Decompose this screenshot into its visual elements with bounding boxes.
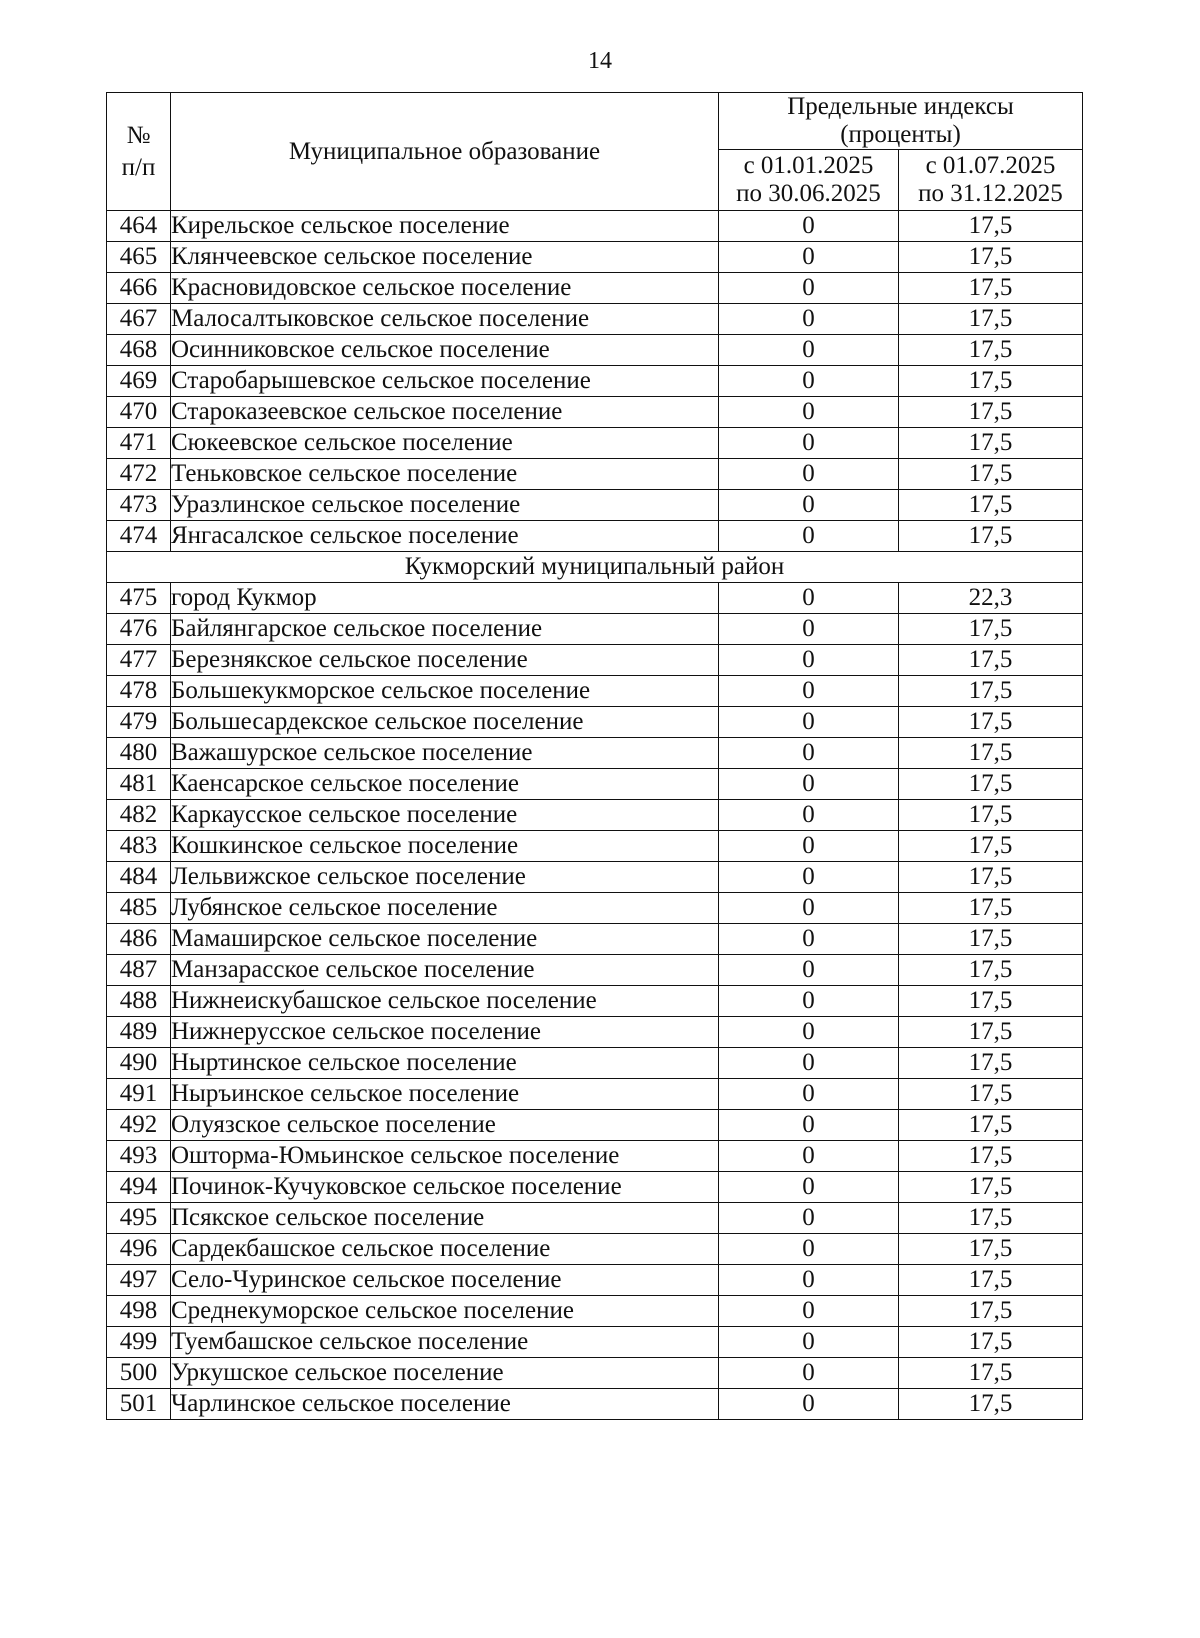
row-index-period-2: 17,5 xyxy=(899,428,1083,459)
row-municipality: Кирельское сельское поселение xyxy=(171,211,719,242)
row-municipality: Олуязское сельское поселение xyxy=(171,1110,719,1141)
table-row xyxy=(107,273,1083,304)
row-number: 491 xyxy=(107,1079,171,1110)
row-number: 501 xyxy=(107,1389,171,1420)
row-index-period-1: 0 xyxy=(719,273,899,304)
row-index-period-1: 0 xyxy=(719,614,899,645)
row-index-period-2: 17,5 xyxy=(899,1265,1083,1296)
row-number: 487 xyxy=(107,955,171,986)
row-index-period-1: 0 xyxy=(719,1017,899,1048)
row-number: 464 xyxy=(107,211,171,242)
row-number: 475 xyxy=(107,583,171,614)
row-index-period-2: 22,3 xyxy=(899,583,1083,614)
row-index-period-2: 17,5 xyxy=(899,800,1083,831)
table-row xyxy=(107,490,1083,521)
row-index-period-1: 0 xyxy=(719,1110,899,1141)
row-municipality: Каркаусское сельское поселение xyxy=(171,800,719,831)
table-row xyxy=(107,738,1083,769)
header-period-2-line2: по 31.12.2025 xyxy=(918,180,1063,207)
header-number xyxy=(107,93,171,211)
header-municipality: Муниципальное образование xyxy=(171,93,719,211)
header-period-1-line2: по 30.06.2025 xyxy=(736,180,881,207)
section-title: Кукморский муниципальный район xyxy=(107,552,1083,583)
row-number: 496 xyxy=(107,1234,171,1265)
row-index-period-1: 0 xyxy=(719,1048,899,1079)
row-index-period-2: 17,5 xyxy=(899,304,1083,335)
row-index-period-2: 17,5 xyxy=(899,1327,1083,1358)
row-index-period-1: 0 xyxy=(719,490,899,521)
row-index-period-1: 0 xyxy=(719,304,899,335)
row-municipality: Янгасалское сельское поселение xyxy=(171,521,719,552)
row-index-period-2: 17,5 xyxy=(899,273,1083,304)
table-body-part-1 xyxy=(107,211,1083,552)
row-index-period-1: 0 xyxy=(719,955,899,986)
header-indices-group xyxy=(719,93,1083,150)
row-number: 480 xyxy=(107,738,171,769)
row-municipality: Староказеевское сельское поселение xyxy=(171,397,719,428)
row-index-period-1: 0 xyxy=(719,1141,899,1172)
row-index-period-2: 17,5 xyxy=(899,769,1083,800)
table-row xyxy=(107,211,1083,242)
indices-table xyxy=(106,92,1083,1420)
row-number: 493 xyxy=(107,1141,171,1172)
header-number-line1: № xyxy=(126,121,151,149)
row-index-period-1: 0 xyxy=(719,676,899,707)
table-row xyxy=(107,1048,1083,1079)
row-index-period-1: 0 xyxy=(719,1203,899,1234)
row-number: 492 xyxy=(107,1110,171,1141)
row-number: 473 xyxy=(107,490,171,521)
row-number: 490 xyxy=(107,1048,171,1079)
row-municipality: Байлянгарское сельское поселение xyxy=(171,614,719,645)
row-municipality: Красновидовское сельское поселение xyxy=(171,273,719,304)
table-row xyxy=(107,986,1083,1017)
table-body-part-2 xyxy=(107,583,1083,1420)
row-index-period-1: 0 xyxy=(719,459,899,490)
table-row xyxy=(107,1358,1083,1389)
row-index-period-1: 0 xyxy=(719,1079,899,1110)
row-index-period-2: 17,5 xyxy=(899,1296,1083,1327)
section-body xyxy=(107,552,1083,583)
row-index-period-1: 0 xyxy=(719,242,899,273)
table-row xyxy=(107,397,1083,428)
row-number: 472 xyxy=(107,459,171,490)
row-index-period-2: 17,5 xyxy=(899,893,1083,924)
table-row xyxy=(107,1017,1083,1048)
row-index-period-1: 0 xyxy=(719,583,899,614)
table-row xyxy=(107,366,1083,397)
row-index-period-2: 17,5 xyxy=(899,366,1083,397)
table-row xyxy=(107,242,1083,273)
row-municipality: Березнякское сельское поселение xyxy=(171,645,719,676)
row-number: 469 xyxy=(107,366,171,397)
row-index-period-1: 0 xyxy=(719,831,899,862)
row-index-period-2: 17,5 xyxy=(899,645,1083,676)
row-index-period-2: 17,5 xyxy=(899,1141,1083,1172)
row-municipality: Осинниковское сельское поселение xyxy=(171,335,719,366)
row-number: 466 xyxy=(107,273,171,304)
row-index-period-1: 0 xyxy=(719,428,899,459)
row-municipality: Мамаширское сельское поселение xyxy=(171,924,719,955)
row-index-period-2: 17,5 xyxy=(899,924,1083,955)
table-row xyxy=(107,583,1083,614)
row-index-period-1: 0 xyxy=(719,800,899,831)
row-municipality: Теньковское сельское поселение xyxy=(171,459,719,490)
row-index-period-2: 17,5 xyxy=(899,490,1083,521)
row-municipality: Сардекбашское сельское поселение xyxy=(171,1234,719,1265)
header-period-2 xyxy=(899,150,1083,211)
row-index-period-2: 17,5 xyxy=(899,1017,1083,1048)
header-number-line2: п/п xyxy=(121,153,156,181)
table-row xyxy=(107,1079,1083,1110)
row-number: 470 xyxy=(107,397,171,428)
row-index-period-1: 0 xyxy=(719,1358,899,1389)
row-number: 468 xyxy=(107,335,171,366)
table-row xyxy=(107,645,1083,676)
row-index-period-1: 0 xyxy=(719,893,899,924)
table-row xyxy=(107,1234,1083,1265)
row-municipality: Среднекуморское сельское поселение xyxy=(171,1296,719,1327)
row-index-period-1: 0 xyxy=(719,707,899,738)
row-index-period-2: 17,5 xyxy=(899,397,1083,428)
row-number: 467 xyxy=(107,304,171,335)
row-index-period-1: 0 xyxy=(719,862,899,893)
page-number: 14 xyxy=(588,48,612,74)
row-municipality: Ныртинское сельское поселение xyxy=(171,1048,719,1079)
row-index-period-2: 17,5 xyxy=(899,521,1083,552)
row-number: 476 xyxy=(107,614,171,645)
table-row xyxy=(107,924,1083,955)
row-municipality: Починок-Кучуковское сельское поселение xyxy=(171,1172,719,1203)
row-number: 483 xyxy=(107,831,171,862)
row-municipality: город Кукмор xyxy=(171,583,719,614)
header-period-1 xyxy=(719,150,899,211)
row-index-period-1: 0 xyxy=(719,1172,899,1203)
table-row xyxy=(107,1296,1083,1327)
row-index-period-1: 0 xyxy=(719,521,899,552)
row-index-period-2: 17,5 xyxy=(899,1079,1083,1110)
row-number: 500 xyxy=(107,1358,171,1389)
row-number: 465 xyxy=(107,242,171,273)
row-index-period-1: 0 xyxy=(719,335,899,366)
row-number: 488 xyxy=(107,986,171,1017)
header-indices-line2: (проценты) xyxy=(840,121,961,148)
row-index-period-1: 0 xyxy=(719,1389,899,1420)
row-number: 477 xyxy=(107,645,171,676)
row-number: 499 xyxy=(107,1327,171,1358)
row-index-period-2: 17,5 xyxy=(899,1048,1083,1079)
table-row xyxy=(107,1265,1083,1296)
row-municipality: Нижнерусское сельское поселение xyxy=(171,1017,719,1048)
table-row xyxy=(107,769,1083,800)
row-number: 471 xyxy=(107,428,171,459)
row-index-period-2: 17,5 xyxy=(899,335,1083,366)
row-index-period-1: 0 xyxy=(719,397,899,428)
row-index-period-2: 17,5 xyxy=(899,1389,1083,1420)
row-municipality: Ныръинское сельское поселение xyxy=(171,1079,719,1110)
row-index-period-1: 0 xyxy=(719,645,899,676)
row-number: 479 xyxy=(107,707,171,738)
row-number: 486 xyxy=(107,924,171,955)
row-index-period-1: 0 xyxy=(719,1265,899,1296)
row-index-period-1: 0 xyxy=(719,1327,899,1358)
row-number: 489 xyxy=(107,1017,171,1048)
row-index-period-2: 17,5 xyxy=(899,707,1083,738)
row-municipality: Лубянское сельское поселение xyxy=(171,893,719,924)
row-number: 498 xyxy=(107,1296,171,1327)
row-index-period-1: 0 xyxy=(719,738,899,769)
table-row xyxy=(107,1141,1083,1172)
row-municipality: Лельвижское сельское поселение xyxy=(171,862,719,893)
row-index-period-1: 0 xyxy=(719,1296,899,1327)
row-index-period-2: 17,5 xyxy=(899,242,1083,273)
row-index-period-2: 17,5 xyxy=(899,862,1083,893)
table-row xyxy=(107,614,1083,645)
table-row xyxy=(107,304,1083,335)
row-index-period-2: 17,5 xyxy=(899,1358,1083,1389)
header-period-2-line1: с 01.07.2025 xyxy=(925,152,1056,179)
table-row xyxy=(107,676,1083,707)
row-municipality: Уркушское сельское поселение xyxy=(171,1358,719,1389)
row-number: 481 xyxy=(107,769,171,800)
row-municipality: Старобарышевское сельское поселение xyxy=(171,366,719,397)
row-number: 478 xyxy=(107,676,171,707)
row-number: 497 xyxy=(107,1265,171,1296)
table-row xyxy=(107,707,1083,738)
row-index-period-1: 0 xyxy=(719,1234,899,1265)
table-row xyxy=(107,521,1083,552)
row-index-period-2: 17,5 xyxy=(899,986,1083,1017)
table-row xyxy=(107,1172,1083,1203)
row-municipality: Чарлинское сельское поселение xyxy=(171,1389,719,1420)
row-index-period-2: 17,5 xyxy=(899,1234,1083,1265)
row-number: 495 xyxy=(107,1203,171,1234)
row-index-period-1: 0 xyxy=(719,986,899,1017)
table-header xyxy=(107,93,1083,211)
row-number: 482 xyxy=(107,800,171,831)
row-index-period-1: 0 xyxy=(719,924,899,955)
table-row xyxy=(107,1327,1083,1358)
table-row xyxy=(107,1389,1083,1420)
row-municipality: Ошторма-Юмьинское сельское поселение xyxy=(171,1141,719,1172)
table-row xyxy=(107,800,1083,831)
row-municipality: Клянчеевское сельское поселение xyxy=(171,242,719,273)
row-number: 494 xyxy=(107,1172,171,1203)
row-municipality: Каенсарское сельское поселение xyxy=(171,769,719,800)
table-row xyxy=(107,831,1083,862)
row-index-period-2: 17,5 xyxy=(899,1110,1083,1141)
row-index-period-1: 0 xyxy=(719,366,899,397)
row-municipality: Уразлинское сельское поселение xyxy=(171,490,719,521)
row-municipality: Сюкеевское сельское поселение xyxy=(171,428,719,459)
row-municipality: Кошкинское сельское поселение xyxy=(171,831,719,862)
row-index-period-1: 0 xyxy=(719,769,899,800)
row-municipality: Туембашское сельское поселение xyxy=(171,1327,719,1358)
row-municipality: Псякское сельское поселение xyxy=(171,1203,719,1234)
table-row xyxy=(107,459,1083,490)
table-row xyxy=(107,893,1083,924)
row-index-period-2: 17,5 xyxy=(899,676,1083,707)
row-index-period-2: 17,5 xyxy=(899,738,1083,769)
row-municipality: Большекукморское сельское поселение xyxy=(171,676,719,707)
row-index-period-2: 17,5 xyxy=(899,1172,1083,1203)
table-row xyxy=(107,428,1083,459)
row-municipality: Малосалтыковское сельское поселение xyxy=(171,304,719,335)
row-municipality: Большесардекское сельское поселение xyxy=(171,707,719,738)
row-index-period-2: 17,5 xyxy=(899,614,1083,645)
row-number: 484 xyxy=(107,862,171,893)
row-municipality: Важашурское сельское поселение xyxy=(171,738,719,769)
table-row xyxy=(107,1110,1083,1141)
header-indices-line1: Предельные индексы xyxy=(787,93,1014,120)
table-row xyxy=(107,955,1083,986)
section-row xyxy=(107,552,1083,583)
row-number: 485 xyxy=(107,893,171,924)
row-municipality: Нижнеискубашское сельское поселение xyxy=(171,986,719,1017)
table-row xyxy=(107,335,1083,366)
row-index-period-2: 17,5 xyxy=(899,955,1083,986)
row-index-period-2: 17,5 xyxy=(899,459,1083,490)
row-index-period-1: 0 xyxy=(719,211,899,242)
row-municipality: Манзарасское сельское поселение xyxy=(171,955,719,986)
table-row xyxy=(107,1203,1083,1234)
row-index-period-2: 17,5 xyxy=(899,211,1083,242)
row-index-period-2: 17,5 xyxy=(899,831,1083,862)
row-number: 474 xyxy=(107,521,171,552)
table-row xyxy=(107,862,1083,893)
row-index-period-2: 17,5 xyxy=(899,1203,1083,1234)
row-municipality: Село-Чуринское сельское поселение xyxy=(171,1265,719,1296)
header-period-1-line1: с 01.01.2025 xyxy=(743,152,874,179)
